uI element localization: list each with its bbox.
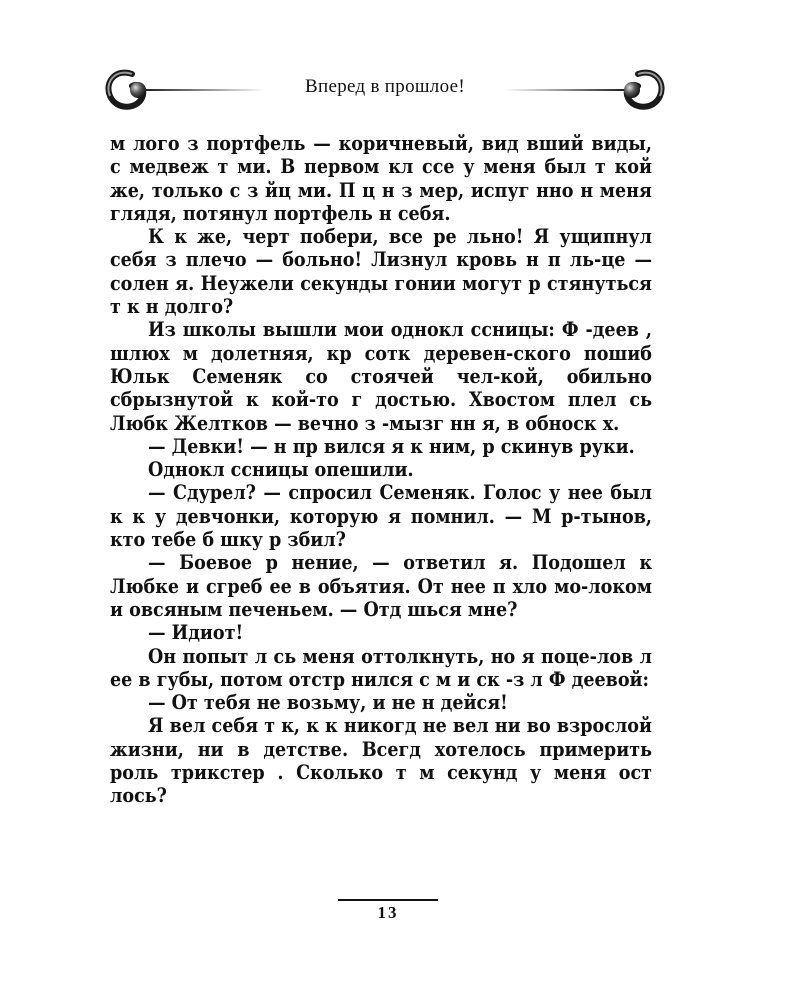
paragraph: Однокл ссницы опешили. bbox=[148, 458, 414, 482]
paragraph: Он попыт л сь меня оттолкнуть, но я поце-лов л ее в губы, потом отстр нился с м и ск -з л Ф деевой: bbox=[110, 644, 652, 691]
paragraph: — Боевое р нение, — ответил я. Подошел к Любке и сгреб ее в объятия. От нее п хло мо-локом и овсяным печеньем. — Отд шься мне? bbox=[110, 551, 652, 621]
paragraph: — Девки! — н пр вился я к ним, р скинув руки. bbox=[148, 434, 635, 458]
paragraph: — Идиот! bbox=[148, 621, 244, 645]
running-title: Вперед в прошлое! bbox=[305, 76, 465, 97]
paragraph: — От тебя не возьму, и не н дейся! bbox=[148, 691, 508, 715]
running-header bbox=[102, 64, 668, 116]
footer-rule bbox=[338, 899, 438, 901]
paragraph: м лого з портфель — коричневый, вид вший виды, с медвеж т ми. В первом кл ссе у меня был т кой же, только с з йц ми. П ц н з мер, испуг нно н меня глядя, потянул портфель н себя. bbox=[110, 132, 652, 225]
paragraph: Из школы вышли мои однокл ссницы: Ф -деев , шлюх м долетняя, кр сотк деревен-ского пошиб Юльк Семеняк со стоячей чел-кой, обильно сбрызнутой к кой-то г достью. Хвостом плел сь Любк Желтков — вечно з -мызг нн я, в обноск х. bbox=[110, 318, 652, 435]
heart-swirl-ornament-icon bbox=[498, 64, 668, 116]
page-number: 13 bbox=[377, 903, 399, 922]
paragraph: — Сдурел? — спросил Семеняк. Голос у нее был к к у девчонки, которую я помнил. — М р-тынов, кто тебе б шку р збил? bbox=[110, 481, 652, 552]
paragraph: К к же, черт побери, все ре льно! Я ущипнул себя з плечо — больно! Лизнул кровь н п ль-це — солен я. Неужели секунды гонии могут р стянуться т к н долго? bbox=[110, 225, 652, 319]
body-text bbox=[110, 132, 652, 808]
paragraph: Я вел себя т к, к к никогд не вел ни во взрослой жизни, ни в детстве. Всегд хотелось примерить роль трикстер . Сколько т м секунд у меня ост лось? bbox=[110, 714, 652, 808]
